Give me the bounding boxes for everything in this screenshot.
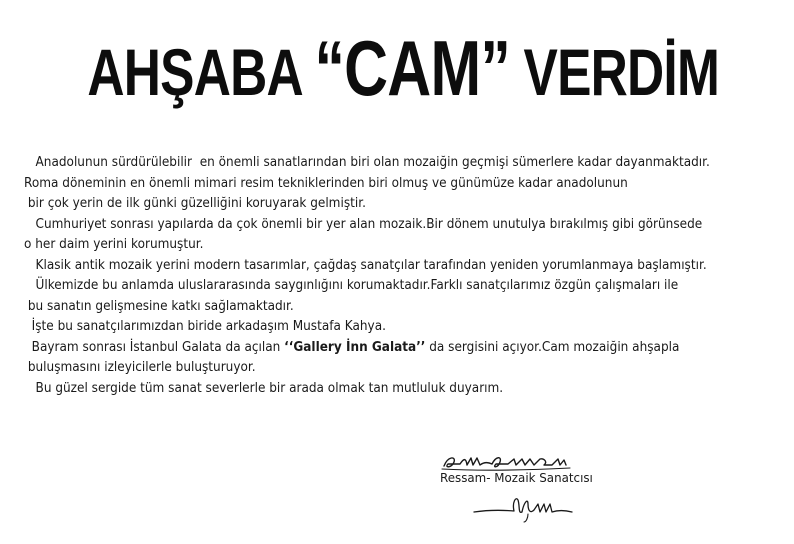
body-line: buluşmasını izleyicilerle buluşturuyor.: [24, 360, 256, 375]
body-line: Cumhuriyet sonrası yapılarda da çok önemli bir yer alan mozaik.Bir dönem unutulya bırakılmış gibi görünsede: [24, 216, 703, 232]
headline-cam: “CAM”: [314, 24, 511, 112]
body-line: o her daim yerini korumuştur.: [24, 237, 204, 252]
article-body: [24, 153, 740, 399]
signature-block: [440, 450, 640, 530]
signature-caption: Ressam- Mozaik Sanatcısı: [440, 470, 593, 485]
headline-part-2: VERDİM: [510, 35, 720, 109]
handwritten-signature: [468, 490, 588, 524]
body-line: Klasik antik mozaik yerini modern tasarımlar, çağdaş sanatçılar tarafından yeniden yorumlanmaya başlamıştır.: [24, 257, 707, 273]
body-line: Bu güzel sergide tüm sanat severlerle bir arada olmak tan mutluluk duyarım.: [24, 380, 504, 396]
body-line: bu sanatın gelişmesine katkı sağlamaktadır.: [24, 298, 294, 314]
body-line: Anadolunun sürdürülebilir en önemli sanatlarından biri olan mozaiğin geçmişi sümerlere kadar dayanmaktadır.: [24, 155, 710, 170]
gallery-name: ‘‘Gallery İnn Galata’’: [284, 339, 426, 355]
body-line: Ülkemizde bu anlamda uluslararasında saygınlığını korumaktadır.Farklı sanatçılarımız özgün çalışmaları ile: [24, 278, 679, 293]
body-line-bayram: [24, 338, 740, 359]
handwritten-name-signature: [440, 450, 600, 472]
headline-part-1: AHŞABA: [87, 35, 315, 109]
body-line: İşte bu sanatçılarımızdan biride arkadaşım Mustafa Kahya.: [24, 319, 386, 334]
bayram-suffix: da sergisini açıyor.Cam mozaiğin ahşapla: [425, 339, 680, 355]
bayram-prefix: Bayram sonrası İstanbul Galata da açılan: [24, 339, 285, 355]
headline: [87, 24, 720, 112]
body-line: bir çok yerin de ilk günki güzelliğini koruyarak gelmiştir.: [24, 196, 366, 211]
body-line: Roma döneminin en önemli mimari resim tekniklerinden biri olmuş ve günümüze kadar anadolunun: [24, 175, 628, 191]
